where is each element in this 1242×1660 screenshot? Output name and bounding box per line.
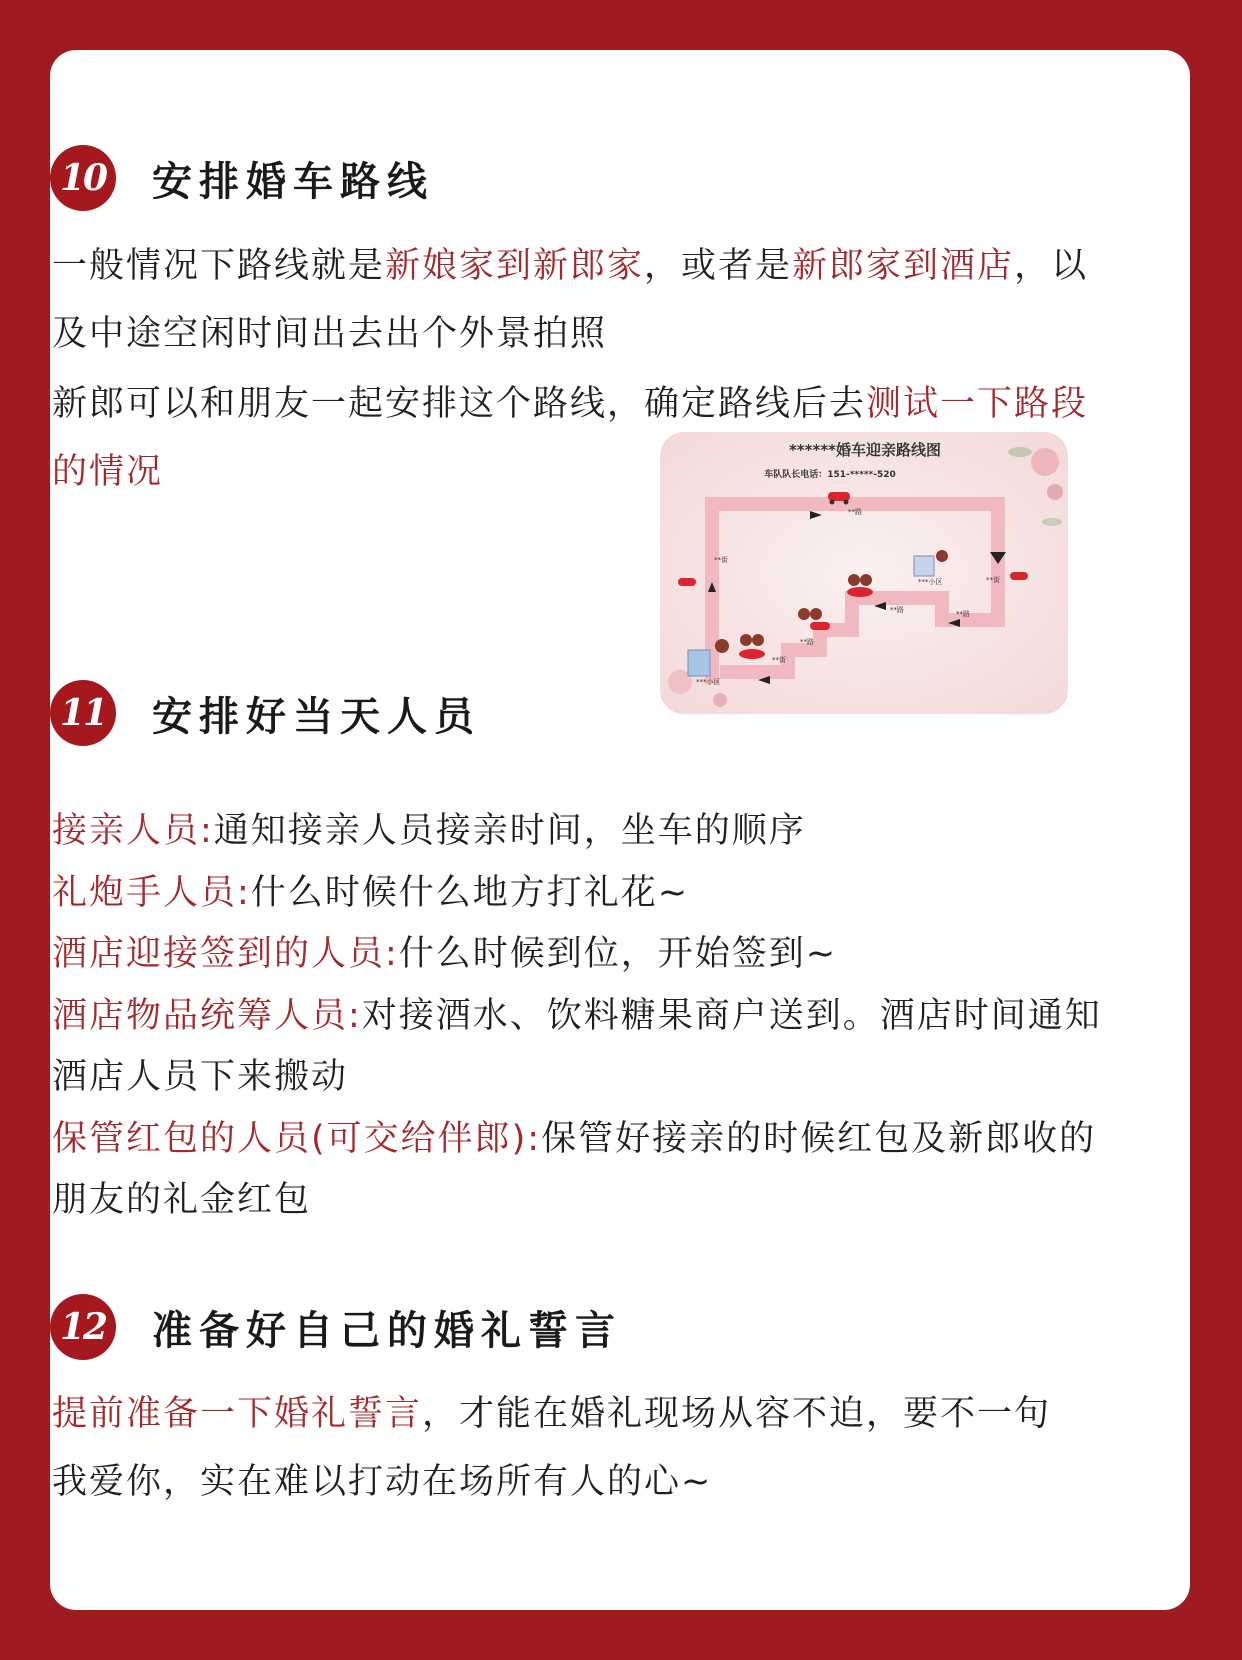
highlight: 测试一下路段的情况	[52, 384, 1089, 492]
map-label: **路	[956, 610, 970, 618]
list-item: 酒店迎接签到的人员:什么时候到位，开始签到~	[52, 934, 838, 974]
role-label: 礼炮手人员:	[52, 872, 251, 913]
section-12-heading	[50, 1294, 622, 1360]
route-map-image	[660, 432, 1068, 714]
map-label: **街	[714, 556, 728, 564]
list-item: 礼炮手人员:什么时候什么地方打礼花~	[52, 872, 690, 913]
map-label: **路	[800, 638, 814, 646]
car-icon	[678, 578, 696, 586]
highlight: 提前准备一下婚礼誓言	[52, 1394, 423, 1434]
list-item: 酒店物品统筹人员:对接酒水、饮料糖果商户送到。酒店时间通知酒店人员下来搬动	[52, 995, 1102, 1097]
map-label: **街	[986, 576, 1000, 584]
section-number-badge: 12	[50, 1294, 116, 1360]
section-10-heading	[50, 145, 434, 211]
car-icon	[810, 622, 830, 630]
map-title: ******婚车迎亲路线图	[788, 441, 942, 459]
section-title: 安排好当天人员	[152, 693, 481, 740]
highlight: 新郎家到酒店	[792, 246, 1015, 286]
car-icon	[1010, 572, 1028, 580]
section-title: 准备好自己的婚礼誓言	[152, 1307, 622, 1354]
map-label: ***小区	[696, 678, 721, 686]
highlight: 新娘家到新郎家	[385, 246, 645, 286]
route-map-svg	[660, 432, 1068, 714]
role-label: 酒店迎接签到的人员:	[52, 934, 399, 974]
role-label: 保管红包的人员(可交给伴郎):	[52, 1118, 542, 1159]
map-label: **街	[772, 656, 786, 664]
role-label: 酒店物品统筹人员:	[52, 995, 362, 1036]
section-11-heading	[50, 680, 481, 746]
section-number-badge: 10	[50, 145, 116, 211]
staff-list	[52, 801, 1102, 1232]
section-10-paragraph-1: 一般情况下路线就是新娘家到新郎家，或者是新郎家到酒店，以及中途空闲时间出去出个外景拍照	[52, 246, 1089, 354]
section-number-badge: 11	[50, 680, 116, 746]
section-10-paragraph-2: 新郎可以和朋友一起安排这个路线，确定路线后去测试一下路段的情况	[52, 384, 1089, 492]
map-phone: 车队队长电话：151-*****-520	[764, 470, 896, 480]
section-title: 安排婚车路线	[152, 158, 434, 205]
map-label: ***小区	[918, 578, 943, 586]
section-12-paragraph: 提前准备一下婚礼誓言，才能在婚礼现场从容不迫，要不一句我爱你，实在难以打动在场所有人的心~	[52, 1394, 1052, 1502]
role-label: 接亲人员:	[52, 811, 214, 851]
list-item: 保管红包的人员(可交给伴郎):保管好接亲的时候红包及新郎收的朋友的礼金红包	[52, 1118, 1097, 1220]
map-label: **路	[890, 606, 904, 614]
map-label: **路	[848, 508, 862, 516]
list-item: 接亲人员:通知接亲人员接亲时间，坐车的顺序	[52, 811, 806, 851]
